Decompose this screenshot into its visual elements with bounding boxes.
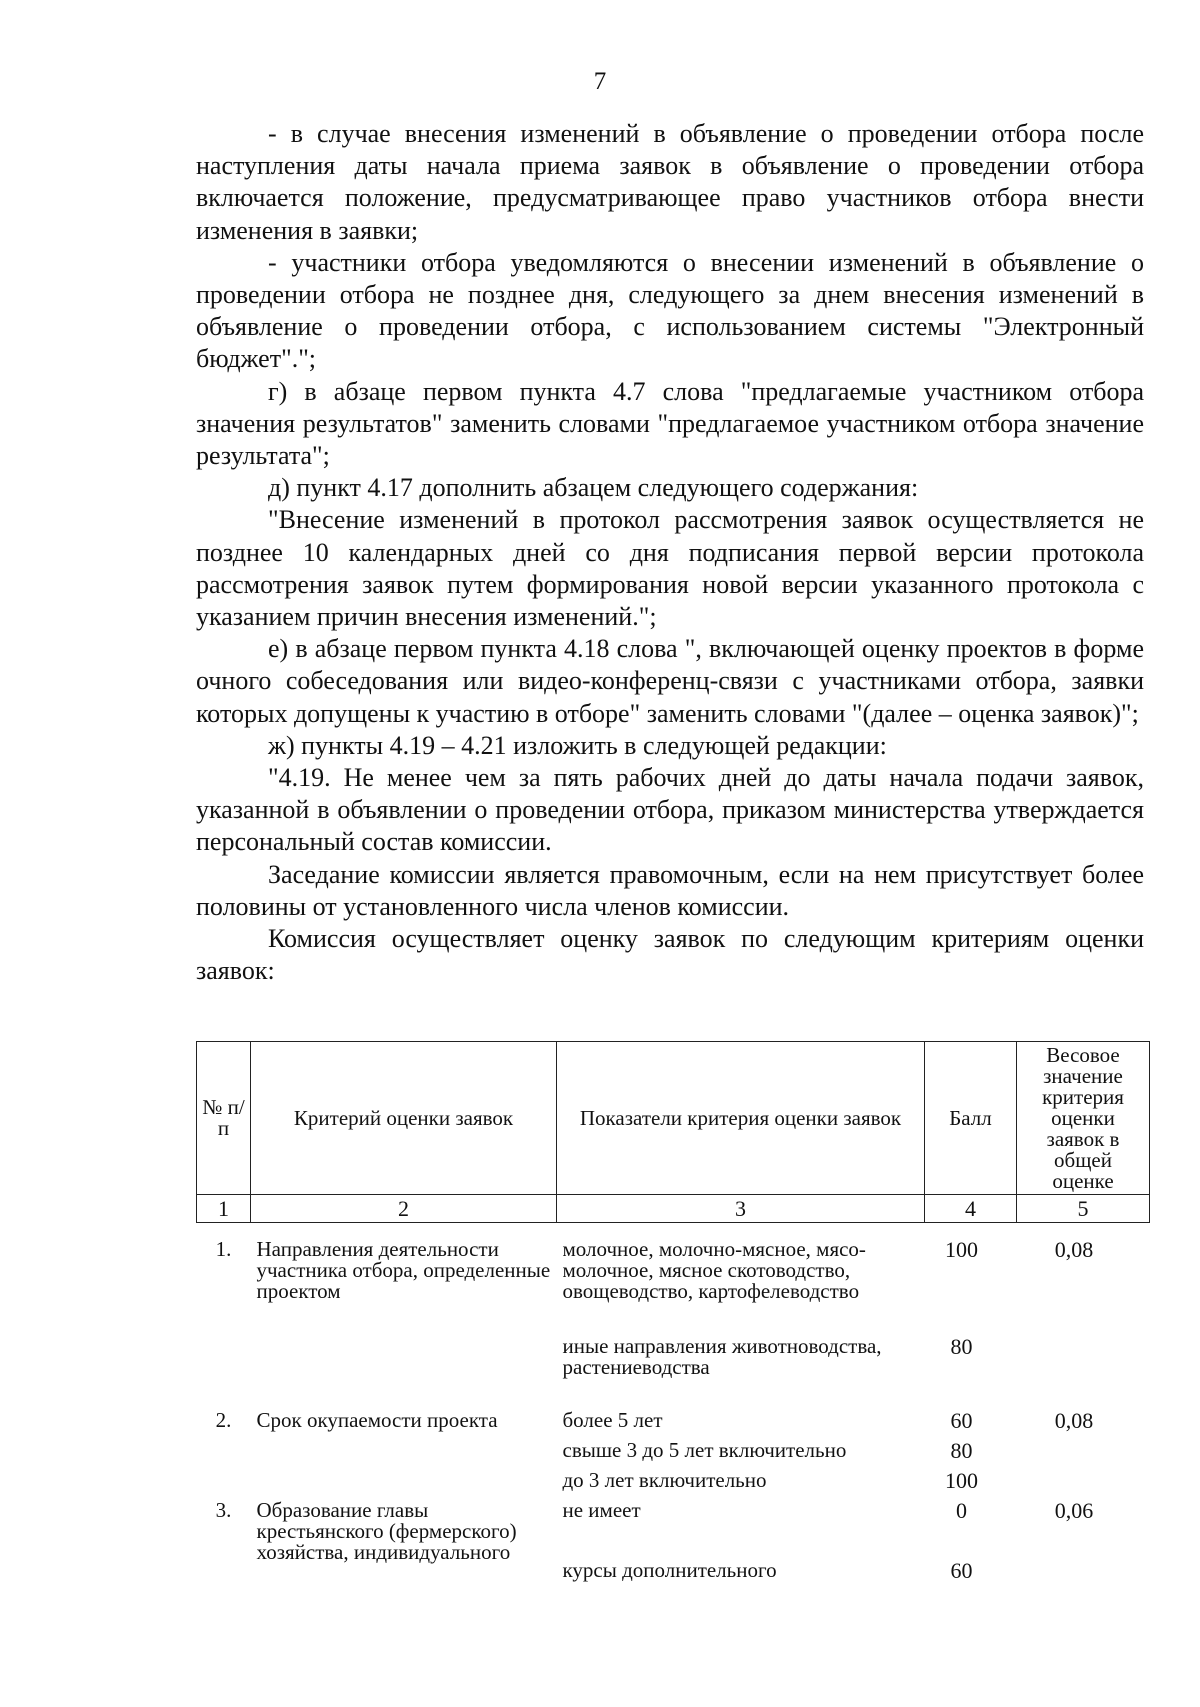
row-indicator: курсы дополнительного xyxy=(562,1558,777,1582)
criteria-table xyxy=(196,1041,1150,1584)
row-score: 60 xyxy=(950,1408,973,1433)
row-indicator: не имеет xyxy=(562,1498,641,1522)
paragraph: е) в абзаце первом пункта 4.18 слова ", включающей оценку проектов в форме очного собеседования или видео-конференц-связи с участниками отбора, заявки которых допущены к участию в отборе" заменить словами "(далее – оценка заявок)"; xyxy=(196,634,1144,728)
row-indicator: молочное, молочно-мясное, мясо-молочное, мясное скотоводство, овощеводство, картофелеводство xyxy=(562,1237,866,1303)
row-weight xyxy=(1017,1440,1150,1470)
page-number: 7 xyxy=(593,68,607,95)
row-weight: 0,08 xyxy=(1054,1237,1094,1262)
row-weight xyxy=(1017,1470,1150,1500)
table-row xyxy=(197,1500,1150,1560)
row-score: 80 xyxy=(950,1438,973,1463)
row-score: 100 xyxy=(945,1468,978,1493)
table-row xyxy=(197,1440,1150,1470)
row-number xyxy=(197,1560,251,1584)
row-criterion xyxy=(251,1470,557,1500)
table-row xyxy=(197,1223,1150,1337)
table-row xyxy=(197,1410,1150,1440)
header-score: Балл xyxy=(925,1042,1017,1195)
row-criterion xyxy=(251,1440,557,1470)
row-score: 80 xyxy=(950,1334,973,1359)
row-indicator: до 3 лет включительно xyxy=(562,1468,767,1492)
row-criterion xyxy=(251,1336,557,1410)
table-row xyxy=(197,1470,1150,1500)
paragraph: Заседание комиссии является правомочным, если на нем присутствует более половины от установленного числа членов комиссии. xyxy=(196,859,1144,921)
row-indicator: свыше 3 до 5 лет включительно xyxy=(562,1438,847,1462)
paragraph: Комиссия осуществляет оценку заявок по следующим критериям оценки заявок: xyxy=(196,924,1144,986)
row-number xyxy=(197,1440,251,1470)
column-number: 3 xyxy=(557,1195,925,1223)
column-number-row xyxy=(197,1195,1150,1223)
paragraph: "Внесение изменений в протокол рассмотрения заявок осуществляется не позднее 10 календарных дней со дня подписания первой версии протокола рассмотрения заявок путем формирования новой версии указанного протокола с указанием причин внесения изменений."; xyxy=(196,505,1144,632)
paragraph: "4.19. Не менее чем за пять рабочих дней до даты начала подачи заявок, указанной в объявлении о проведении отбора, приказом министерства утверждается персональный состав комиссии. xyxy=(196,763,1144,857)
header-criterion: Критерий оценки заявок xyxy=(251,1042,557,1195)
column-number: 2 xyxy=(251,1195,557,1223)
row-criterion: Направления деятельности участника отбора, определенные проектом xyxy=(256,1237,551,1303)
row-number xyxy=(197,1336,251,1410)
paragraph: - в случае внесения изменений в объявление о проведении отбора после наступления даты начала приема заявок в объявление о проведении отбора включается положение, предусматривающее право участников отбора внести изменения в заявки; xyxy=(196,119,1144,245)
row-weight xyxy=(1017,1336,1150,1410)
row-number: 1. xyxy=(215,1237,232,1261)
document-body xyxy=(196,118,1144,987)
paragraph: г) в абзаце первом пункта 4.7 слова "предлагаемые участником отбора значения результатов" заменить словами "предлагаемое участником отбора значение результата"; xyxy=(196,376,1144,471)
row-weight xyxy=(1017,1560,1150,1584)
column-number: 1 xyxy=(197,1195,251,1223)
paragraph: ж) пункты 4.19 – 4.21 изложить в следующей редакции: xyxy=(268,730,887,760)
row-score: 0 xyxy=(956,1498,967,1523)
row-criterion: Образование главы крестьянского (фермерского) хозяйства, индивидуального xyxy=(256,1498,517,1564)
column-number: 5 xyxy=(1017,1195,1150,1223)
row-weight: 0,08 xyxy=(1054,1408,1094,1433)
header-indicators: Показатели критерия оценки заявок xyxy=(557,1042,925,1195)
row-number: 2. xyxy=(215,1408,232,1432)
table-row xyxy=(197,1336,1150,1410)
table-header-row xyxy=(197,1042,1150,1195)
header-weight: Весовое значение критерия оценки заявок в общей оценке xyxy=(1017,1042,1150,1195)
row-number xyxy=(197,1470,251,1500)
row-score: 100 xyxy=(945,1237,978,1262)
row-score: 60 xyxy=(950,1558,973,1583)
row-criterion: Срок окупаемости проекта xyxy=(256,1408,498,1432)
row-number: 3. xyxy=(215,1498,232,1522)
row-weight: 0,06 xyxy=(1054,1498,1094,1523)
header-number: № п/п xyxy=(197,1042,251,1195)
paragraph: д) пункт 4.17 дополнить абзацем следующего содержания: xyxy=(268,473,919,503)
column-number: 4 xyxy=(925,1195,1017,1223)
row-indicator: иные направления животноводства, растениеводства xyxy=(562,1334,882,1379)
row-indicator: более 5 лет xyxy=(562,1408,663,1432)
paragraph: - участники отбора уведомляются о внесении изменений в объявление о проведении отбора не позднее дня, следующего за днем внесения изменений в объявление о проведении отбора, с использованием системы "Электронный бюджет"."; xyxy=(196,247,1144,374)
